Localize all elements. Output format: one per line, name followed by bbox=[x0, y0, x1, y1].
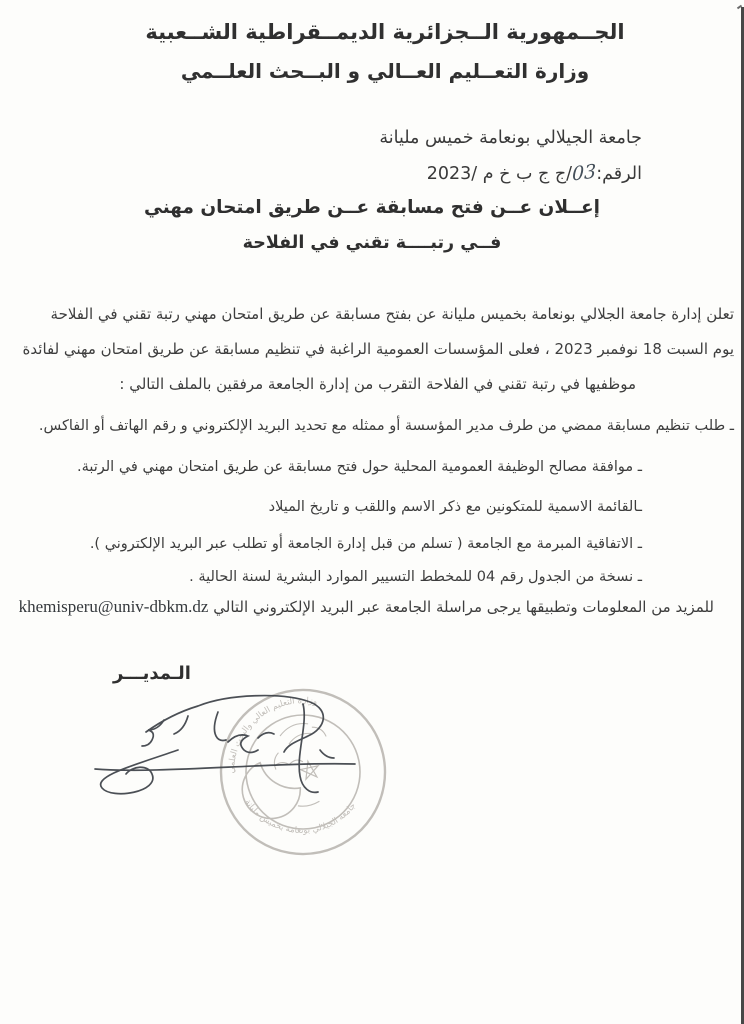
reference-prefix: الرقم: bbox=[596, 164, 642, 184]
reference-number-handwritten: 03 bbox=[571, 160, 597, 186]
contact-text: للمزيد من المعلومات وتطبيقها يرجى مراسلة الجامعة عبر البريد الإلكتروني التالي bbox=[213, 598, 714, 616]
stamp-top-text: وزارة التعليم العالي والبحث العلمي bbox=[226, 695, 319, 774]
document-header bbox=[90, 20, 680, 83]
director-label: الـمديـــر bbox=[113, 663, 191, 684]
republic-title: الجــمهورية الــجزائرية الديمــقراطية الشــعبية bbox=[145, 20, 625, 44]
signature-strokes bbox=[95, 696, 355, 794]
requirement-item: ـ طلب تنظيم مسابقة ممضي من طرف مدير المؤسسة أو ممثله مع تحديد البريد الإلكتروني و رقم الهاتف أو الفاكس. bbox=[38, 418, 734, 434]
stamp-bottom-text: جامعة الجيلالي بونعامة بخميس مليانة bbox=[242, 797, 359, 836]
requirement-item: ـالقائمة الاسمية للمتكونين مع ذكر الاسم واللقب و تاريخ الميلاد bbox=[268, 499, 642, 515]
requirement-item: ـ الاتفاقية المبرمة مع الجامعة ( تسلم من قبل إدارة الجامعة أو تطلب عبر البريد الإلكتروني ). bbox=[89, 536, 642, 552]
reference-number-line bbox=[427, 162, 642, 184]
announcement-title-line2: فــي رتبــــة تقني في الفلاحة bbox=[242, 233, 502, 253]
contact-email: khemisperu@univ-dbkm.dz bbox=[18, 597, 209, 616]
requirement-item: ـ موافقة مصالح الوظيفة العمومية المحلية حول فتح مسابقة عن طريق امتحان مهني في الرتبة. bbox=[76, 459, 642, 475]
contact-line bbox=[19, 597, 714, 617]
body-line-1: تعلن إدارة جامعة الجلالي بونعامة بخميس مليانة عن بفتح مسابقة عن طريق امتحان مهني رتبة تقني في الفلاحة bbox=[50, 305, 734, 323]
requirement-item: ـ نسخة من الجدول رقم 04 للمخطط التسيير الموارد البشرية لسنة الحالية . bbox=[189, 569, 642, 585]
body-line-2: يوم السبت 18 نوفمبر 2023 ، فعلى المؤسسات العمومية الراغبة في تنظيم مسابقة عن طريق امتحان مهني لفائدة bbox=[22, 340, 734, 358]
announcement-title-line1: إعــلان عــن فتح مسابقة عــن طريق امتحان مهني bbox=[143, 197, 601, 218]
ministry-title: وزارة التعــليم العــالي و البــحث العلــمي bbox=[180, 59, 590, 83]
director-signature bbox=[68, 664, 403, 819]
reference-suffix: /ج ج ب خ م /2023 bbox=[426, 164, 573, 184]
body-line-3: موظفيها في رتبة تقني في الفلاحة التقرب من إدارة الجامعة مرفقين بالملف التالي : bbox=[119, 375, 636, 393]
university-name: جامعة الجيلالي بونعامة خميس مليانة bbox=[379, 128, 642, 148]
